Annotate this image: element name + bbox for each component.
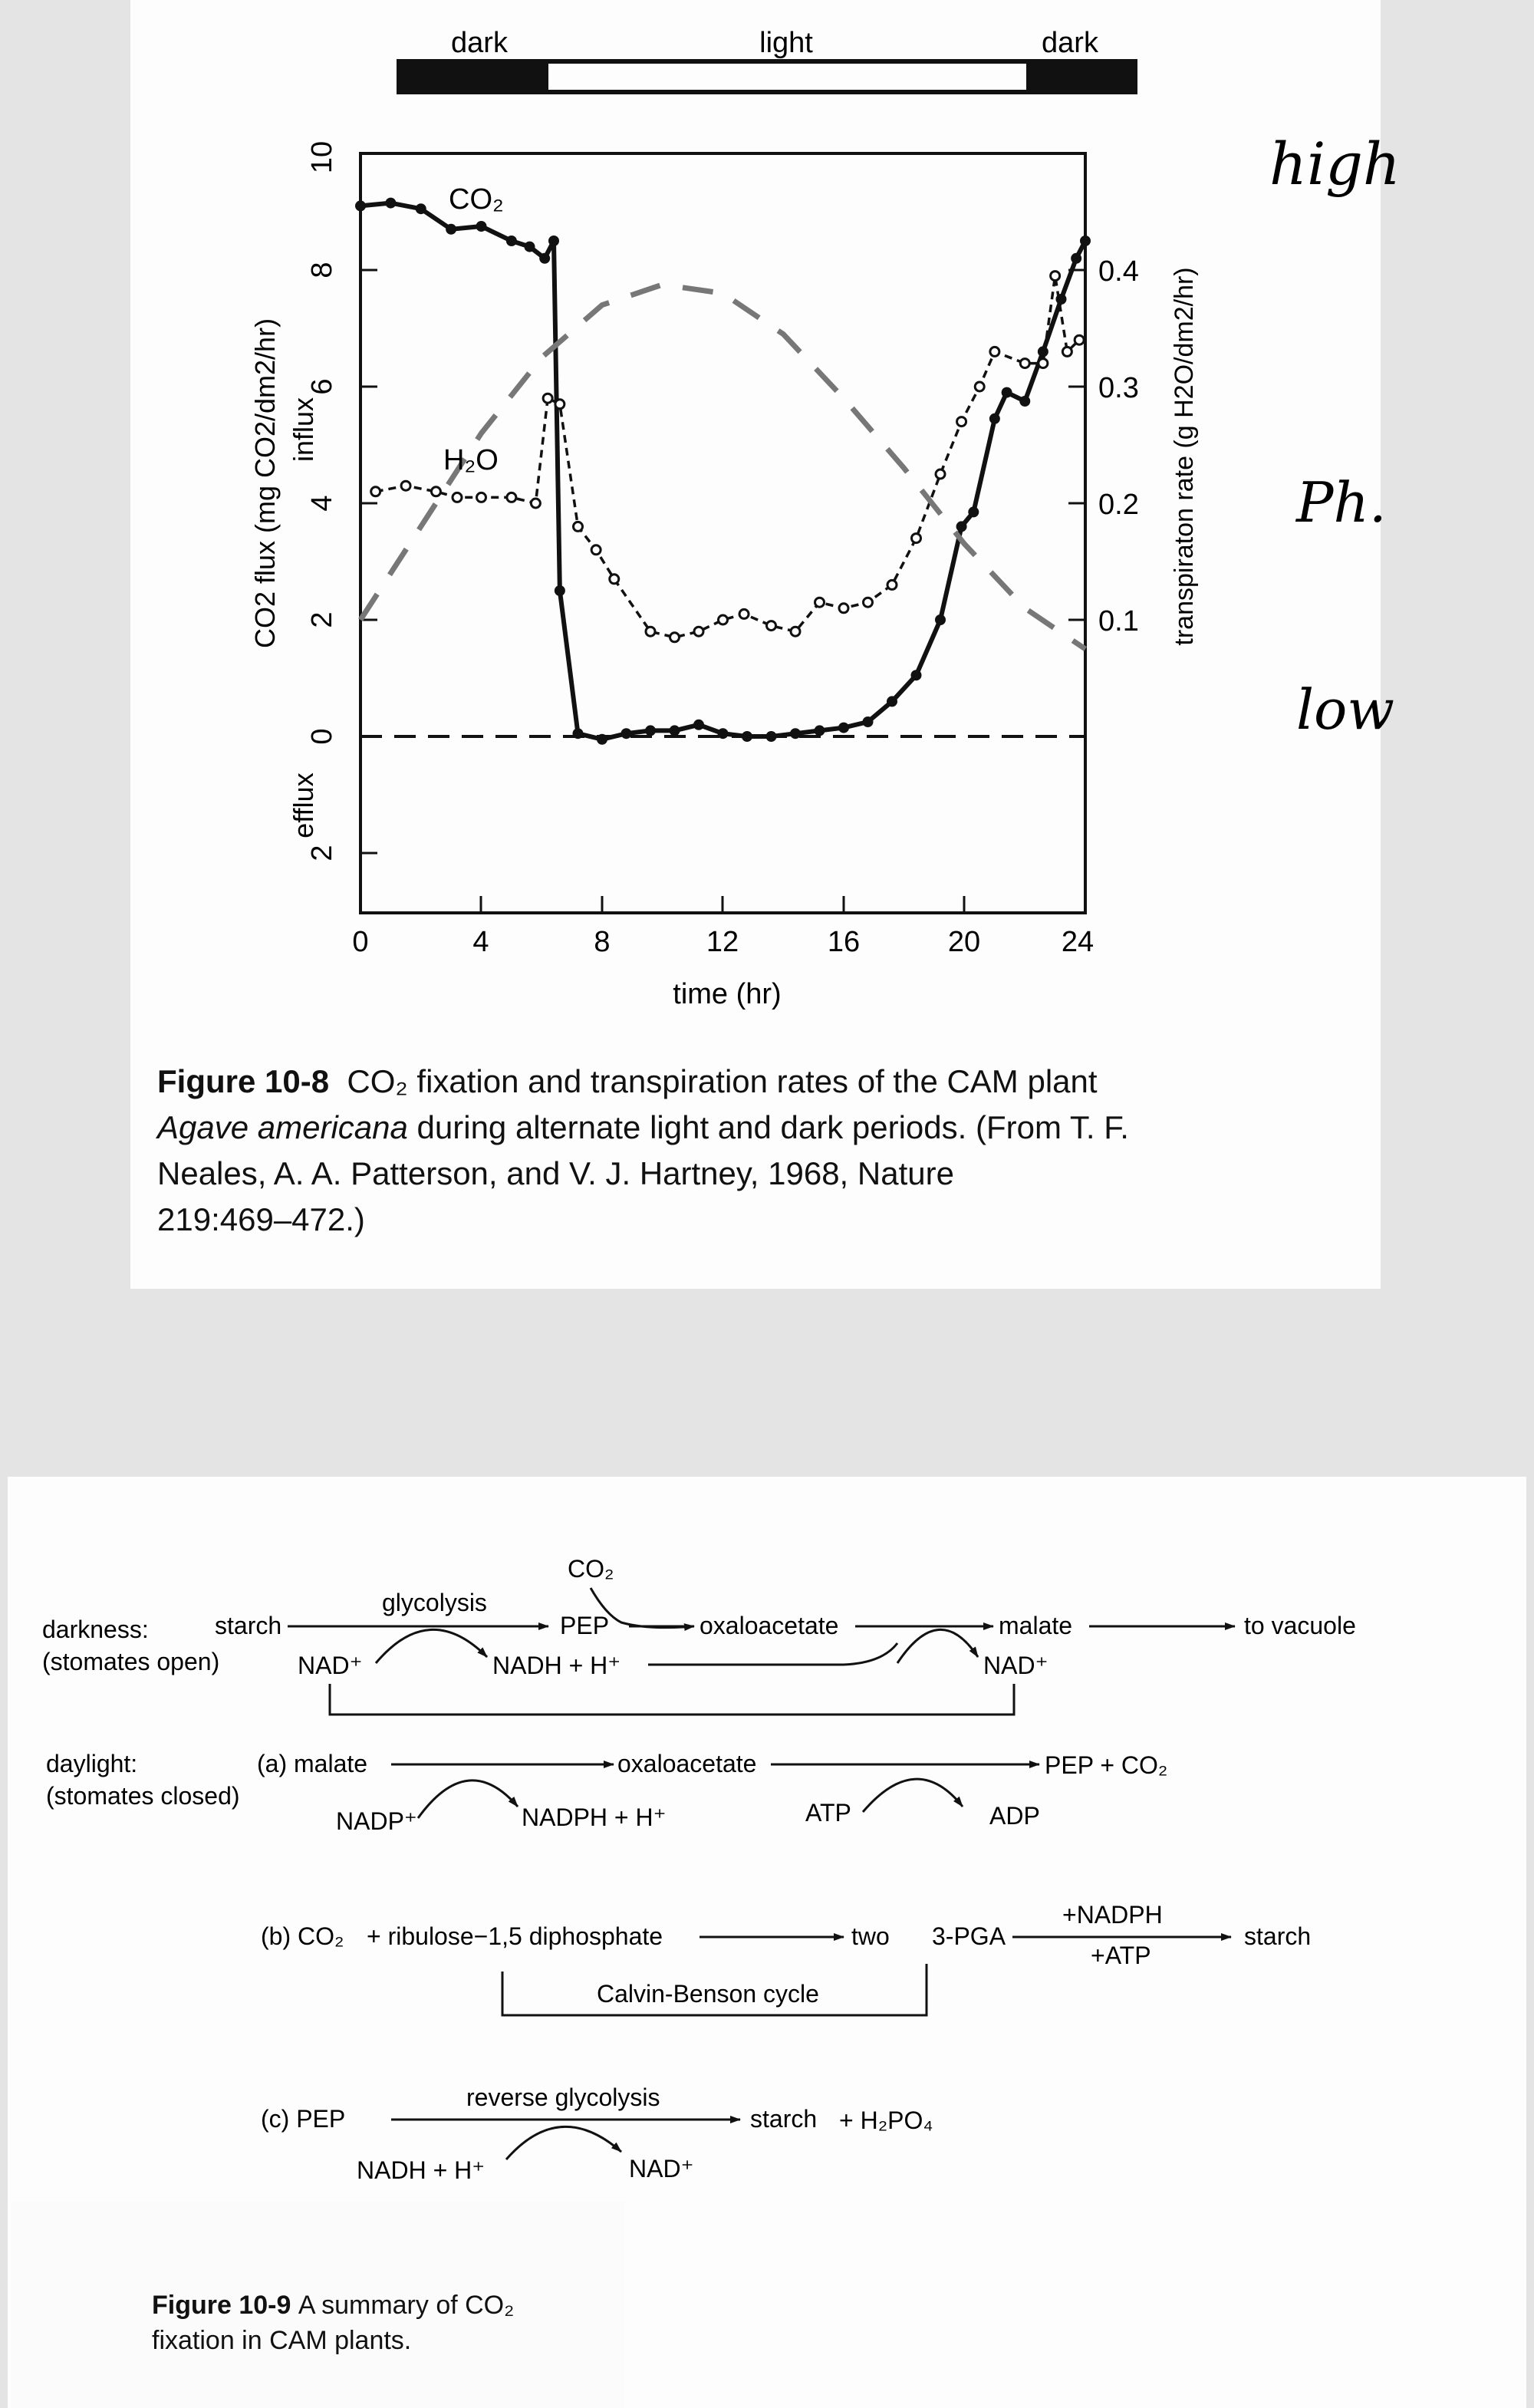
- series-1-point-18: [791, 627, 800, 636]
- series-1-point-32: [1075, 335, 1084, 344]
- series-1-point-13: [670, 633, 680, 642]
- series-0-point-31: [1038, 346, 1048, 357]
- caption-line-4: 219:469–472.): [157, 1201, 365, 1237]
- step-b-two: two: [851, 1922, 890, 1950]
- series-1-point-25: [957, 417, 966, 427]
- y-tick-label-left: 2: [306, 611, 338, 628]
- x-tick-label: 12: [706, 926, 739, 958]
- cam-pathway-diagram: [42, 1555, 1356, 2184]
- nad-product-label: NAD⁺: [983, 1652, 1048, 1679]
- series-1-point-15: [719, 615, 728, 624]
- step-b-co2: (b) CO₂: [261, 1922, 344, 1950]
- starch-label: starch: [215, 1612, 282, 1639]
- step-b-3pga: 3-PGA: [932, 1922, 1006, 1950]
- y-tick-label-right: 0.3: [1098, 372, 1139, 404]
- co2-series-annotation: CO₂: [449, 183, 504, 216]
- series-0-point-34: [1080, 236, 1091, 246]
- calvin-benson-label: Calvin-Benson cycle: [597, 1980, 819, 2008]
- series-1-point-7: [543, 394, 552, 403]
- x-axis-ticks: [481, 896, 964, 913]
- nad-label: NAD⁺: [298, 1652, 363, 1679]
- period-label-dark-2: dark: [1042, 27, 1098, 59]
- co2-input-label: CO₂: [568, 1555, 614, 1583]
- series-0-point-4: [476, 221, 487, 232]
- y-tick-label-left: 4: [306, 495, 338, 512]
- oxaloacetate-label: oxaloacetate: [700, 1612, 839, 1639]
- series-0-point-28: [989, 413, 1000, 424]
- y-axis-efflux-label: efflux: [288, 772, 319, 838]
- series-0-point-7: [539, 253, 550, 264]
- period-label-light: light: [759, 27, 813, 59]
- series-1-point-14: [694, 627, 703, 636]
- step-a-nadp: NADP⁺: [336, 1807, 417, 1835]
- handwritten-note-ph: Ph.: [1296, 470, 1387, 535]
- series-1-point-11: [610, 575, 619, 584]
- figure-label: Figure 10-8: [157, 1063, 330, 1099]
- y-axis-title-left: CO2 flux (mg CO2/dm2/hr): [249, 318, 281, 649]
- y-tick-label-left: 2: [306, 845, 338, 861]
- series-0-point-0: [355, 200, 366, 211]
- series-1-point-17: [767, 621, 776, 631]
- series-0-point-12: [621, 728, 632, 739]
- series-1-point-23: [912, 534, 921, 543]
- series-0-point-20: [815, 725, 825, 736]
- caption-line-3: Neales, A. A. Patterson, and V. J. Hartney, 1968, Nature: [157, 1155, 954, 1191]
- x-tick-label: 8: [594, 926, 611, 958]
- y-tick-label-left: 10: [306, 140, 338, 174]
- dark-period-1: [399, 61, 548, 92]
- series-1-point-10: [591, 545, 601, 555]
- step-c-reverse-glycolysis: reverse glycolysis: [466, 2084, 660, 2111]
- series-0-point-3: [446, 224, 456, 235]
- left-axis-ticks: [360, 153, 377, 853]
- series-0-point-29: [1002, 387, 1012, 398]
- series-0-point-8: [548, 236, 559, 246]
- series-0-point-10: [573, 728, 584, 739]
- figure-10-9-caption: [152, 2288, 612, 2358]
- pep-label: PEP: [560, 1612, 610, 1639]
- caption-line-1: CO₂ fixation and transpiration rates of the CAM plant: [347, 1063, 1098, 1099]
- daylight-label: daylight:: [46, 1750, 138, 1777]
- series-1-point-1: [401, 481, 410, 490]
- series-0-point-6: [525, 242, 535, 252]
- series-0-point-19: [790, 728, 801, 739]
- daylight-sublabel: (stomates closed): [46, 1782, 240, 1810]
- nadh-label: NADH + H⁺: [492, 1652, 621, 1679]
- series-0-point-17: [742, 731, 752, 742]
- series-0-point-1: [385, 198, 396, 209]
- series-0-point-27: [968, 506, 979, 517]
- series-1-point-28: [1020, 359, 1029, 368]
- darkness-sublabel: (stomates open): [42, 1648, 220, 1675]
- series-0-point-15: [693, 720, 704, 730]
- caption-line-2: during alternate light and dark periods. (From T. F.: [416, 1109, 1129, 1145]
- step-a-atp: ATP: [805, 1799, 851, 1827]
- step-c-pep: (c) PEP: [261, 2105, 346, 2133]
- step-a-malate: (a) malate: [257, 1750, 368, 1777]
- step-a-nadph: NADPH + H⁺: [522, 1804, 667, 1831]
- caption-line-1: A summary of CO₂: [298, 2291, 515, 2320]
- step-b-rubp: + ribulose−1,5 diphosphate: [367, 1922, 663, 1950]
- x-axis-title: time (hr): [673, 978, 782, 1010]
- series-0-point-24: [911, 670, 922, 680]
- series-1-point-21: [864, 598, 873, 607]
- step-c-starch: starch: [750, 2105, 818, 2133]
- series-0-point-18: [766, 731, 777, 742]
- figure-10-8-caption: [157, 1059, 1308, 1243]
- step-c-nad: NAD⁺: [629, 2155, 694, 2182]
- light-dark-bar: [399, 61, 1135, 92]
- series-1-point-12: [646, 627, 655, 636]
- y-tick-label-right: 0.4: [1098, 255, 1139, 288]
- x-tick-label: 24: [1061, 926, 1095, 958]
- series-1-point-4: [477, 492, 486, 502]
- series-0-point-23: [887, 696, 897, 707]
- figure-label: Figure 10-9: [152, 2291, 291, 2320]
- series-0-point-21: [838, 723, 849, 733]
- series-0-point-33: [1071, 253, 1081, 264]
- darkness-label: darkness:: [42, 1616, 149, 1643]
- plot-frame: [360, 153, 1085, 913]
- series-1-point-8: [555, 400, 565, 409]
- handwritten-note-low: low: [1296, 677, 1395, 742]
- to-vacuole-label: to vacuole: [1244, 1612, 1356, 1639]
- y-axis-influx-label: influx: [288, 397, 319, 463]
- series-0-point-26: [956, 521, 967, 532]
- series-1-point-19: [815, 598, 825, 607]
- glycolysis-label: glycolysis: [382, 1589, 487, 1616]
- x-tick-label: 4: [472, 926, 489, 958]
- series-1-point-16: [739, 609, 749, 618]
- y-tick-label-right: 0.2: [1098, 489, 1139, 521]
- caption-line-2: fixation in CAM plants.: [152, 2326, 412, 2355]
- y-axis-title-right: transpiraton rate (g H2O/dm2/hr): [1170, 267, 1199, 646]
- y-tick-label-left: 8: [306, 262, 338, 278]
- malate-label: malate: [999, 1612, 1073, 1639]
- series-0-point-9: [555, 585, 565, 596]
- step-a-adp: ADP: [989, 1802, 1040, 1830]
- step-b-atp: +ATP: [1091, 1942, 1151, 1969]
- series-1-point-20: [839, 604, 848, 613]
- series-1-point-9: [574, 522, 583, 531]
- series-0-point-5: [506, 236, 517, 246]
- step-b-nadph: +NADPH: [1062, 1901, 1163, 1929]
- series-1-point-27: [990, 347, 999, 356]
- series-0-point-22: [863, 716, 874, 727]
- step-a-pep-co2: PEP + CO₂: [1045, 1751, 1168, 1779]
- series-0-point-2: [416, 203, 426, 214]
- x-tick-label: 0: [352, 926, 369, 958]
- series-1-point-0: [371, 487, 380, 496]
- series-1-point-30: [1051, 272, 1060, 281]
- series-1-point-2: [431, 487, 440, 496]
- y-tick-label-right: 0.1: [1098, 605, 1139, 637]
- series-1-point-5: [507, 492, 516, 502]
- step-b-starch: starch: [1244, 1922, 1312, 1950]
- step-c-nadh: NADH + H⁺: [357, 2156, 486, 2184]
- series-0-point-14: [670, 725, 680, 736]
- handwritten-note-high: high: [1269, 130, 1401, 198]
- h2o-series-annotation: H₂O: [443, 444, 499, 476]
- series-0-point-13: [645, 725, 656, 736]
- series-1-point-6: [531, 499, 540, 508]
- series-0-point-11: [597, 734, 607, 745]
- caption-species: Agave americana: [157, 1109, 408, 1145]
- right-axis-ticks: [1068, 270, 1085, 620]
- series-0-point-16: [718, 728, 729, 739]
- series-0-point-25: [935, 614, 946, 625]
- series-1-point-22: [887, 580, 897, 589]
- series-0-point-30: [1019, 396, 1030, 407]
- series-1-point-29: [1039, 359, 1048, 368]
- x-tick-label: 20: [947, 926, 981, 958]
- period-label-dark-1: dark: [451, 27, 508, 59]
- series-1-point-3: [453, 492, 462, 502]
- y-tick-label-left: 0: [306, 728, 338, 745]
- dark-period-2: [1026, 61, 1135, 92]
- x-tick-label: 16: [827, 926, 861, 958]
- step-c-h2po4: + H₂PO₄: [839, 2107, 933, 2134]
- y-tick-label-left: 6: [306, 378, 338, 395]
- series-1-point-31: [1062, 347, 1071, 356]
- step-a-oxaloacetate: oxaloacetate: [617, 1750, 757, 1777]
- series-1-point-24: [936, 469, 945, 479]
- series-1-point-26: [975, 382, 984, 391]
